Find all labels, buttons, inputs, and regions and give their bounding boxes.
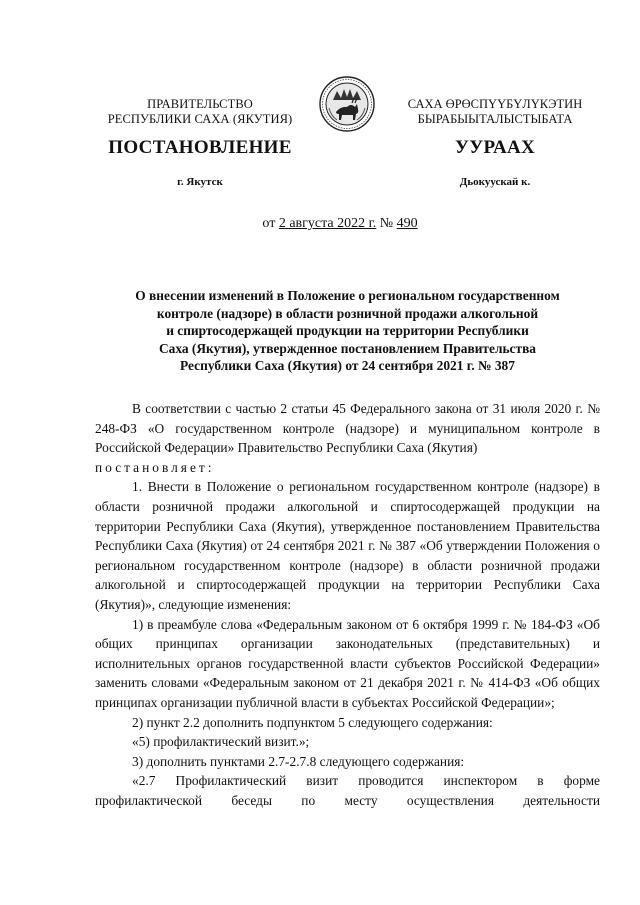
- paragraph-quote-2-7: «2.7 Профилактический визит проводится инспектором в форме профилактической беседы по месту осуществления деятельности: [95, 773, 600, 808]
- paragraph-quote-5: «5) профилактический визит.»;: [132, 734, 310, 750]
- document-date: 2 августа 2022 г.: [278, 216, 377, 231]
- title-line: О внесении изменений в Положение о региональном государственном: [135, 288, 560, 303]
- paragraph-subitem-3: 3) дополнить пунктами 2.7-2.7.8 следующего содержания:: [132, 753, 465, 769]
- paragraph-subitem-1: 1) в преамбуле слова «Федеральным законом от 6 октября 1999 г. № 184-ФЗ «Об общих принципах организации законодательных (представительных) и исполнительных органов государственной власти субъектов Российской Федерации» заменить словами «Федеральным законом от 21 декабря 2021 г. № 414-ФЗ «Об общих принципах организации публичной власти в субъектах Российской Федерации»;: [95, 616, 600, 710]
- city-ru: г. Якутск: [177, 176, 223, 188]
- document-number: 490: [396, 216, 418, 231]
- issuer-ru: [95, 97, 305, 127]
- date-line: [0, 216, 640, 232]
- city-sah: Дьокуускай к.: [459, 176, 531, 188]
- doc-type-ru: ПОСТАНОВЛЕНИЕ: [108, 137, 292, 158]
- title-line: Республики Саха (Якутия) от 24 сентября 2021 г. № 387: [180, 358, 515, 374]
- coat-of-arms-icon: [319, 76, 375, 132]
- issuer-ru-line1: ПРАВИТЕЛЬСТВО: [147, 97, 253, 111]
- number-prefix: №: [376, 216, 397, 231]
- date-prefix: от: [262, 216, 279, 231]
- paragraph-preamble: В соответствии с частью 2 статьи 45 Федерального закона от 31 июля 2020 г. № 248-ФЗ «О государственном контроле (надзоре) и муниципальном контроле в Российской Федерации» Правительство Республики Саха (Якутия): [95, 401, 600, 456]
- document-body: [95, 399, 600, 810]
- resolves-word: постановляет:: [95, 459, 215, 475]
- issuer-ru-line2: РЕСПУБЛИКИ САХА (ЯКУТИЯ): [107, 112, 293, 126]
- title-line: контроле (надзоре) в области розничной продажи алкогольной: [156, 305, 539, 321]
- issuer-sah-line1: САХА ӨРӨСПҮҮБҮЛҮКЭТИН: [407, 97, 583, 111]
- paragraph-item-1: 1. Внести в Положение о региональном государственном контроле (надзоре) в области розничной продажи алкогольной и спиртосодержащей продукции на территории Республики Саха (Якутия), утвержденное постановлением Правительства Республики Саха (Якутия) от 24 сентября 2021 г. № 387 «Об утверждении Положения о региональном государственном контроле (надзоре) в области розничной продажи алкогольной и спиртосодержащей продукции на территории Республики Саха (Якутия)», следующие изменения:: [95, 479, 600, 612]
- document-title: [95, 287, 600, 375]
- issuer-sah-line2: БЫРАБЫЫТАЛЫСТЫБАТА: [417, 112, 573, 126]
- title-line: и спиртосодержащей продукции на территории Республики: [166, 323, 529, 339]
- issuer-sah: [390, 97, 600, 127]
- doc-type-sah: УУРААХ: [454, 137, 536, 158]
- title-line: Саха (Якутия), утвержденное постановлением Правительства: [159, 340, 536, 356]
- paragraph-subitem-2: 2) пункт 2.2 дополнить подпунктом 5 следующего содержания:: [132, 714, 493, 730]
